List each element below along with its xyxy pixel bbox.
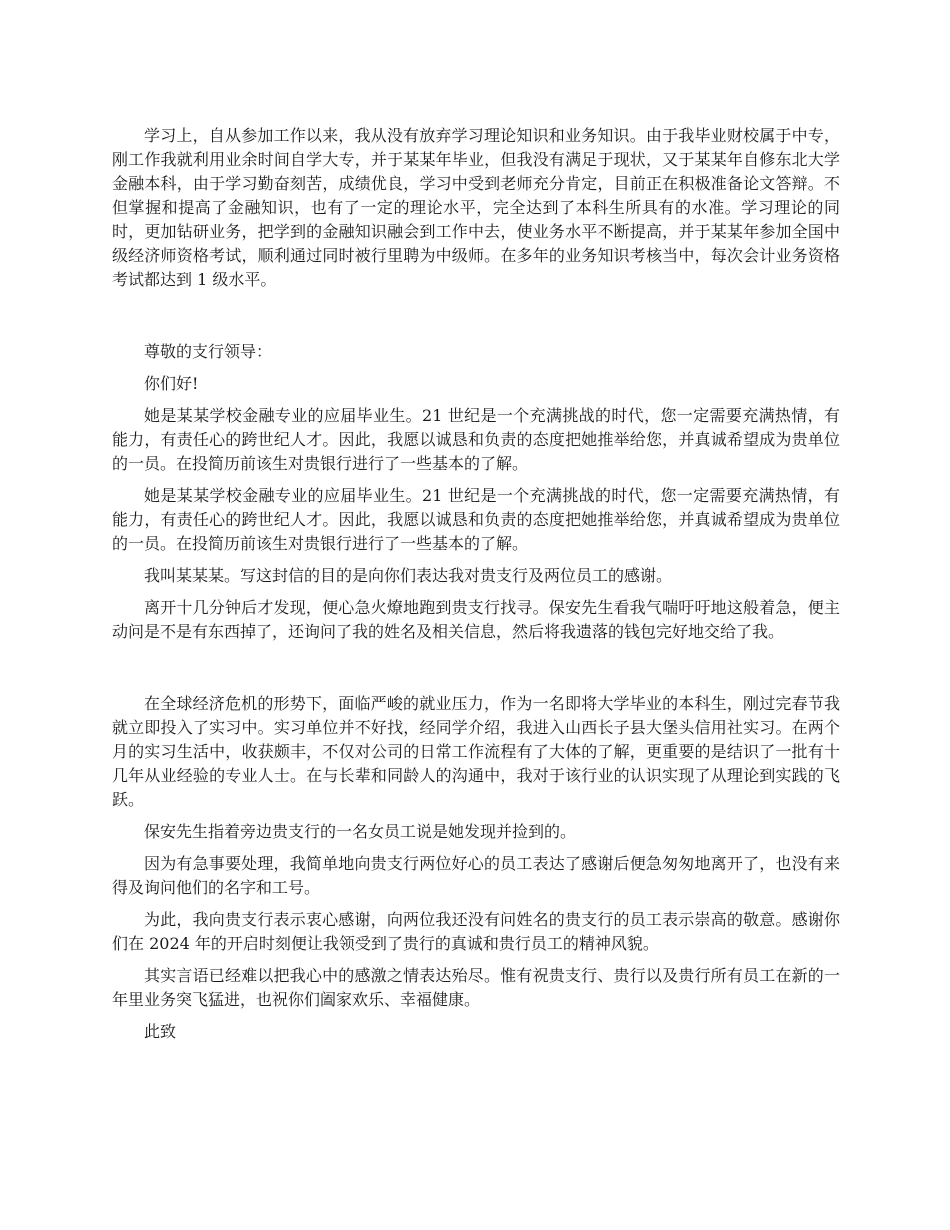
paragraph-recommendation-1: 她是某某学校金融专业的应届毕业生。21 世纪是一个充满挑战的时代，您一定需要充满热情，有能力，有责任心的跨世纪人才。因此，我愿以诚恳和负责的态度把她推举给您，并真诚希望成为贵单位的一员。在投简历前该生对贵银行进行了一些基本的了解。 (112, 406, 840, 473)
paragraph-introduction: 我叫某某某。写这封信的目的是向你们表达我对贵支行及两位员工的感谢。 (144, 566, 673, 585)
section-spacer (112, 644, 840, 692)
section-spacer (112, 292, 840, 340)
salutation: 尊敬的支行领导： (144, 342, 273, 361)
paragraph-lost-wallet: 离开十几分钟后才发现，便心急火燎地跑到贵支行找寻。保安先生看我气喘吁吁地这般着急，便主动问是不是有东西掉了，还询问了我的姓名及相关信息，然后将我遗落的钱包完好地交给了我。 (112, 598, 840, 641)
paragraph-study: 学习上，自从参加工作以来，我从没有放弃学习理论知识和业务知识。由于我毕业财校属于中专，刚工作我就利用业余时间自学大专，并于某某年毕业，但我没有满足于现状，又于某某年自修东北大学金融本科，由于学习勤奋刻苦，成绩优良，学习中受到老师充分肯定，目前正在积极准备论文答辩。不但掌握和提高了金融知识，也有了一定的理论水平，完全达到了本科生所具有的水准。学习理论的同时，更加钻研业务，把学到的金融知识融会到工作中去，使业务水平不断提高，并于某某年参加全国中级经济师资格考试，顺利通过同时被行里聘为中级师。在多年的业务知识考核当中，每次会计业务资格考试都达到 1 级水平。 (112, 126, 840, 289)
closing: 此致 (144, 1022, 177, 1041)
document-page (112, 124, 840, 1044)
paragraph-guard: 保安先生指着旁边贵支行的一名女员工说是她发现并捡到的。 (144, 822, 577, 841)
paragraph-internship: 在全球经济危机的形势下，面临严峻的就业压力，作为一名即将大学毕业的本科生，刚过完春节我就立即投入了实习中。实习单位并不好找，经同学介绍，我进入山西长子县大堡头信用社实习。在两个月的实习生活中，收获颇丰，不仅对公司的日常工作流程有了大体的了解，更重要的是结识了一批有十几年从业经验的专业人士。在与长辈和同龄人的沟通中，我对于该行业的认识实现了从理论到实践的飞跃。 (112, 694, 840, 809)
paragraph-thanks: 为此，我向贵支行表示衷心感谢，向两位我还没有问姓名的贵支行的员工表示崇高的敬意。感谢你们在 2024 年的开启时刻便让我领受到了贵行的真诚和贵行员工的精神风貌。 (112, 910, 840, 953)
paragraph-recommendation-2: 她是某某学校金融专业的应届毕业生。21 世纪是一个充满挑战的时代，您一定需要充满热情，有能力，有责任心的跨世纪人才。因此，我愿以诚恳和负责的态度把她推举给您，并真诚希望成为贵单位的一员。在投简历前该生对贵银行进行了一些基本的了解。 (112, 486, 840, 553)
paragraph-wishes: 其实言语已经难以把我心中的感激之情表达殆尽。惟有祝贵支行、贵行以及贵行所有员工在新的一年里业务突飞猛进，也祝你们阖家欢乐、幸福健康。 (112, 966, 840, 1009)
paragraph-hurry: 因为有急事要处理，我简单地向贵支行两位好心的员工表达了感谢后便急匆匆地离开了，也没有来得及询问他们的名字和工号。 (112, 854, 840, 897)
greeting: 你们好! (144, 374, 199, 393)
